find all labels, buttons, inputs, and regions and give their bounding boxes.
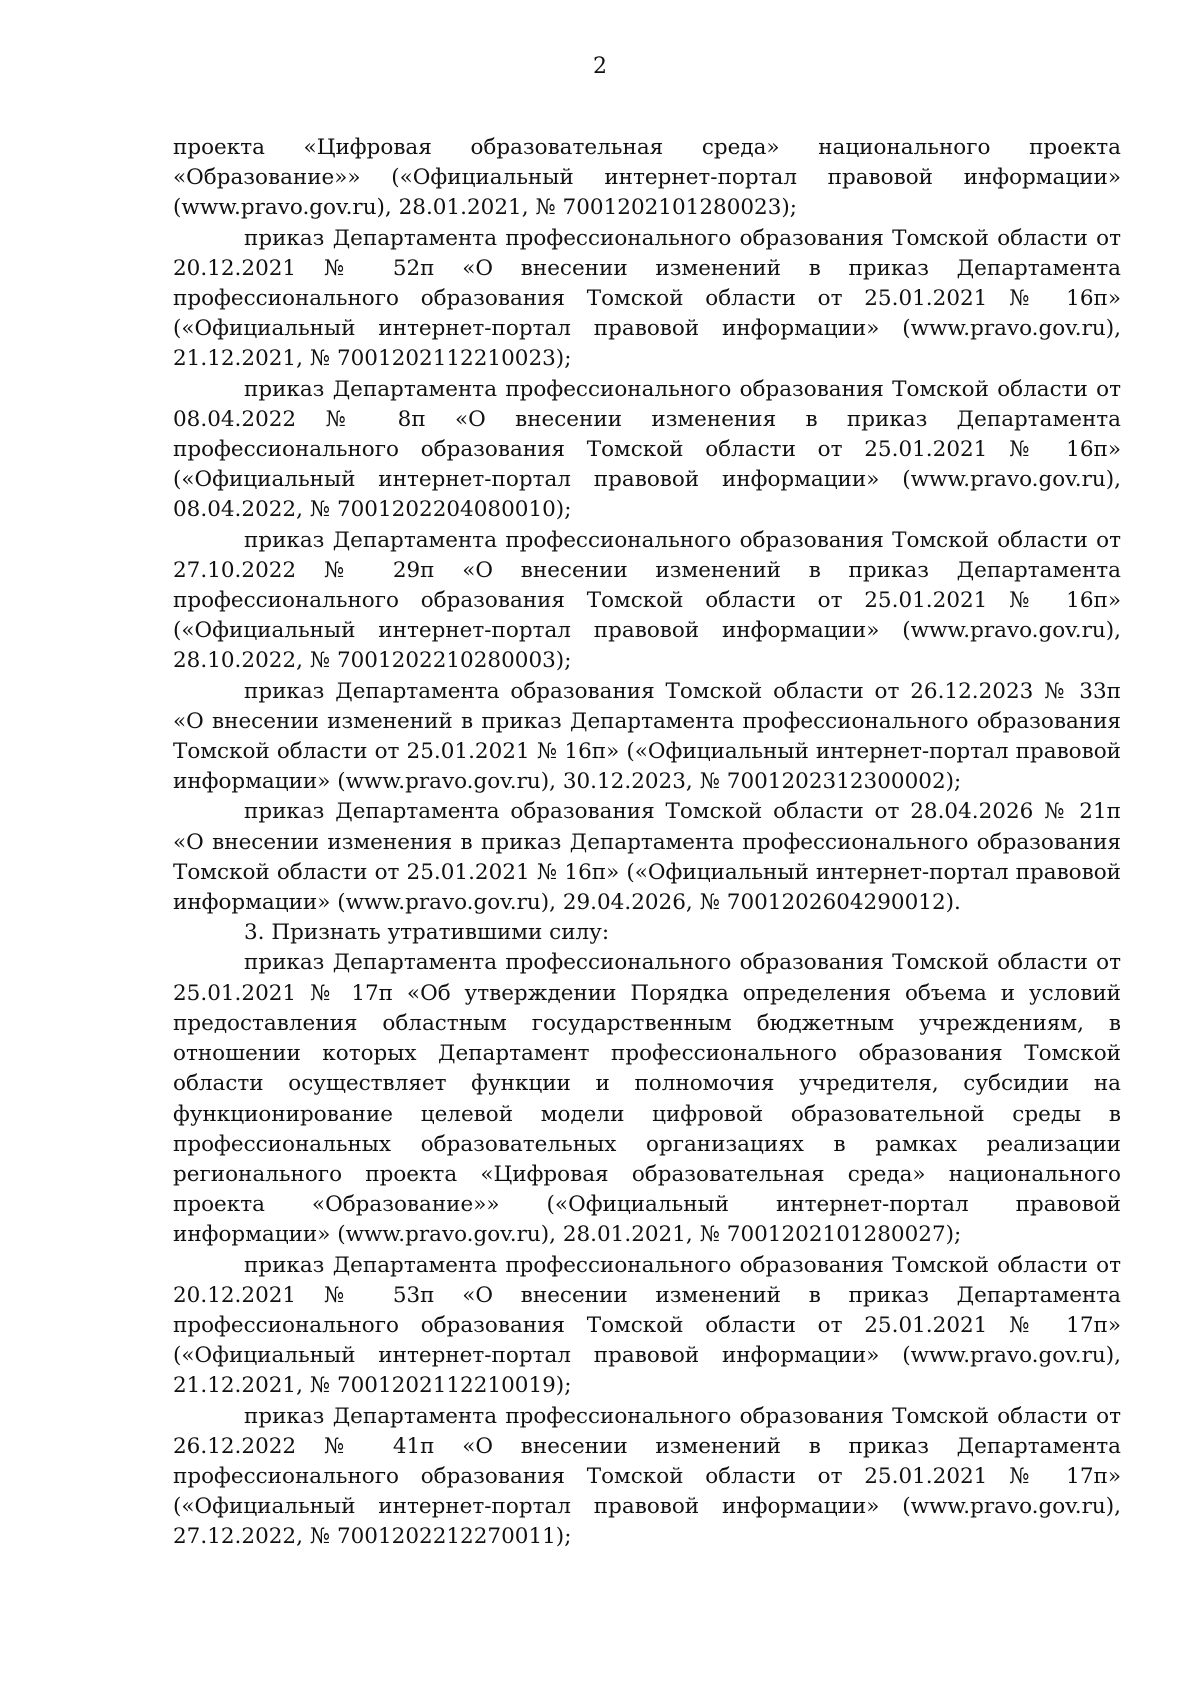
paragraph-order-21p: приказ Департамента образования Томской области от 28.04.2026 № 21п «О внесении изменения в приказ Департамента профессионального образования Томской области от 25.01.2021 № 16п» («Официальный интернет-портал правовой информации» (www.pravo.gov.ru), 29.04.2026, № 7001202604290012). <box>173 799 1121 916</box>
paragraph-order-8p: приказ Департамента профессионального образования Томской области от 08.04.2022 № 8п «О внесении изменения в приказ Департамента профессионального образования Томской области от 25.01.2021 № 16п» («Официальный интернет-портал правовой информации» (www.pravo.gov.ru), 08.04.2022, № 7001202204080010); <box>173 376 1121 523</box>
document-body <box>173 133 1121 1553</box>
paragraph-continuation: проекта «Цифровая образовательная среда» национального проекта «Образование»» («Официальный интернет-портал правовой информации» (www.pravo.gov.ru), 28.01.2021, № 7001202101280023); <box>173 135 1121 221</box>
paragraph-order-52p: приказ Департамента профессионального образования Томской области от 20.12.2021 № 52п «О внесении изменений в приказ Департамента профессионального образования Томской области от 25.01.2021 № 16п» («Официальный интернет-портал правовой информации» (www.pravo.gov.ru), 21.12.2021, № 7001202112210023); <box>173 225 1121 372</box>
paragraph-order-41p: приказ Департамента профессионального образования Томской области от 26.12.2022 № 41п «О внесении изменений в приказ Департамента профессионального образования Томской области от 25.01.2021 № 17п» («Официальный интернет-портал правовой информации» (www.pravo.gov.ru), 27.12.2022, № 7001202212270011); <box>173 1403 1121 1550</box>
page-number: 2 <box>593 54 607 79</box>
paragraph-order-29p: приказ Департамента профессионального образования Томской области от 27.10.2022 № 29п «О внесении изменений в приказ Департамента профессионального образования Томской области от 25.01.2021 № 16п» («Официальный интернет-портал правовой информации» (www.pravo.gov.ru), 28.10.2022, № 7001202210280003); <box>173 527 1121 674</box>
paragraph-order-33p: приказ Департамента образования Томской области от 26.12.2023 № 33п «О внесении изменений в приказ Департамента профессионального образования Томской области от 25.01.2021 № 16п» («Официальный интернет-портал правовой информации» (www.pravo.gov.ru), 30.12.2023, № 7001202312300002); <box>173 678 1121 795</box>
paragraph-order-17p: приказ Департамента профессионального образования Томской области от 25.01.2021 № 17п «Об утверждении Порядка определения объема и условий предоставления областным государственным бюджетным учреждениям, в отношении которых Департамент профессионального образования Томской области осуществляет функции и полномочия учредителя, субсидии на функционирование целевой модели цифровой образовательной среды в профессиональных образовательных организациях в рамках реализации регионального проекта «Цифровая образовательная среда» национального проекта «Образование»» («Официальный интернет-портал правовой информации» (www.pravo.gov.ru), 28.01.2021, № 7001202101280027); <box>173 950 1121 1248</box>
paragraph-order-53p: приказ Департамента профессионального образования Томской области от 20.12.2021 № 53п «О внесении изменений в приказ Департамента профессионального образования Томской области от 25.01.2021 № 17п» («Официальный интернет-портал правовой информации» (www.pravo.gov.ru), 21.12.2021, № 7001202112210019); <box>173 1252 1121 1399</box>
section-heading-invalidate: 3. Признать утратившими силу: <box>244 920 610 946</box>
